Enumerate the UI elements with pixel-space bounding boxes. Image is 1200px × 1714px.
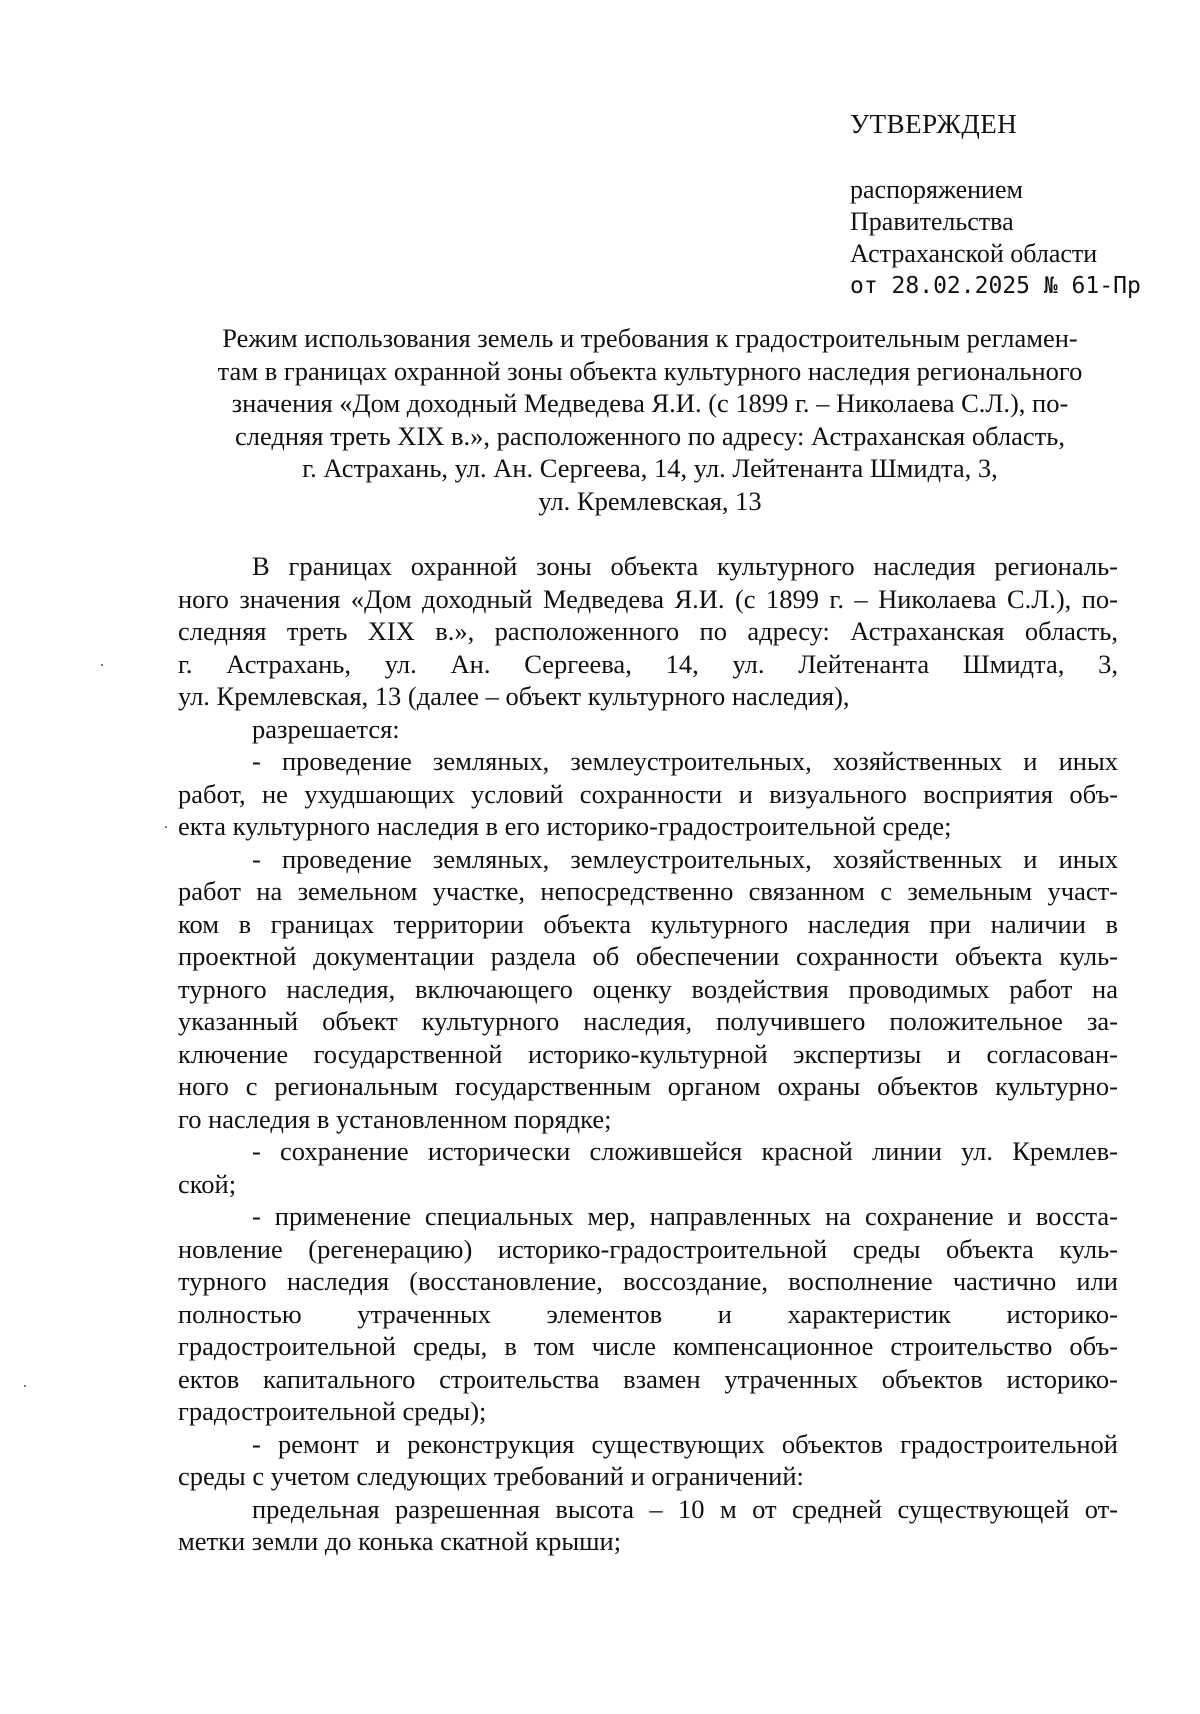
body-line: - применение специальных мер, направленных на сохранение и восста- [252,1201,1118,1231]
title-line: там в границах охранной зоны объекта культурного наследия регионального [217,355,1083,386]
approval-date: от 28.02.2025 № 61-Пр [850,273,1141,299]
body-line: ком в границах территории объекта культурного наследия при наличии в [178,908,1118,939]
body-line: работ, не ухудшающих условий сохранности и визуального восприятия объ- [178,778,1118,809]
body-line: ектов капитального строительства взамен утраченных объектов историко- [178,1363,1118,1394]
title-line: следняя треть XIX в.», расположенного по адресу: Астраханская область, [235,420,1065,451]
body-line: градостроительной среды); [178,1396,487,1426]
body-line: среды с учетом следующих требований и ограничений: [178,1461,804,1491]
body-line: работ на земельном участке, непосредственно связанном с земельным участ- [178,876,1118,906]
body-line: г. Астрахань, ул. Ан. Сергеева, 14, ул. Лейтенанта Шмидта, 3, [178,648,1118,679]
document-body [178,550,1118,1558]
title-line: ул. Кремлевская, 13 [538,485,762,516]
body-line: го наследия в установленном порядке; [178,1103,612,1134]
body-line: ключение государственной историко-культурной экспертизы и согласован- [178,1038,1118,1069]
scan-speck [101,664,103,666]
body-line: турного наследия, включающего оценку воздействия проводимых работ на [178,973,1118,1004]
document-title [180,322,1120,517]
body-line: метки земли до конька скатной крыши; [178,1526,622,1556]
body-line: градостроительной среды, в том числе компенсационное строительство объ- [178,1331,1118,1361]
title-line: значения «Дом доходный Медведева Я.И. (с 1899 г. – Николаева С.Л.), по- [231,388,1069,418]
body-line: предельная разрешенная высота – 10 м от средней существующей от- [252,1493,1118,1524]
approval-stamp [850,108,1180,302]
approval-line-3: Астраханской области [850,239,1098,268]
scan-speck [165,826,167,828]
title-line: Режим использования земель и требования к градостроительным регламен- [222,323,1078,353]
body-line: разрешается: [252,713,400,744]
body-line: ул. Кремлевская, 13 (далее – объект культурного наследия), [178,681,850,711]
body-line: проектной документации раздела об обеспечении сохранности объекта куль- [178,941,1118,971]
body-line: - проведение земляных, землеустроительных, хозяйственных и иных [252,843,1118,874]
body-line: - сохранение исторически сложившейся красной линии ул. Кремлев- [252,1136,1118,1166]
body-line: - ремонт и реконструкция существующих объектов градостроительной [252,1428,1118,1459]
body-line: турного наследия (восстановление, воссоздание, восполнение частично или [178,1266,1118,1296]
body-line: екта культурного наследия в его историко-градостроительной среде; [178,811,952,841]
body-line: ской; [178,1168,237,1199]
approval-heading: УТВЕРЖДЕН [850,109,1018,139]
body-line: ного с региональным государственным органом охраны объектов культурно- [178,1071,1118,1101]
title-line: г. Астрахань, ул. Ан. Сергеева, 14, ул. Лейтенанта Шмидта, 3, [302,453,998,483]
body-line: следняя треть XIX в.», расположенного по адресу: Астраханская область, [178,616,1118,646]
approval-line-2: Правительства [850,207,1014,236]
body-line: - проведение земляных, землеустроительных, хозяйственных и иных [252,746,1118,776]
body-line: ного значения «Дом доходный Медведева Я.И. (с 1899 г. – Николаева С.Л.), по- [178,583,1118,614]
approval-line-1: распоряжением [850,175,1023,204]
body-line: новление (регенерацию) историко-градостроительной среды объекта куль- [178,1233,1118,1264]
body-line: указанный объект культурного наследия, получившего положительное за- [178,1006,1118,1036]
body-line: В границах охранной зоны объекта культурного наследия региональ- [252,551,1118,581]
body-line: полностью утраченных элементов и характеристик историко- [178,1298,1118,1329]
scan-speck [24,1385,26,1387]
